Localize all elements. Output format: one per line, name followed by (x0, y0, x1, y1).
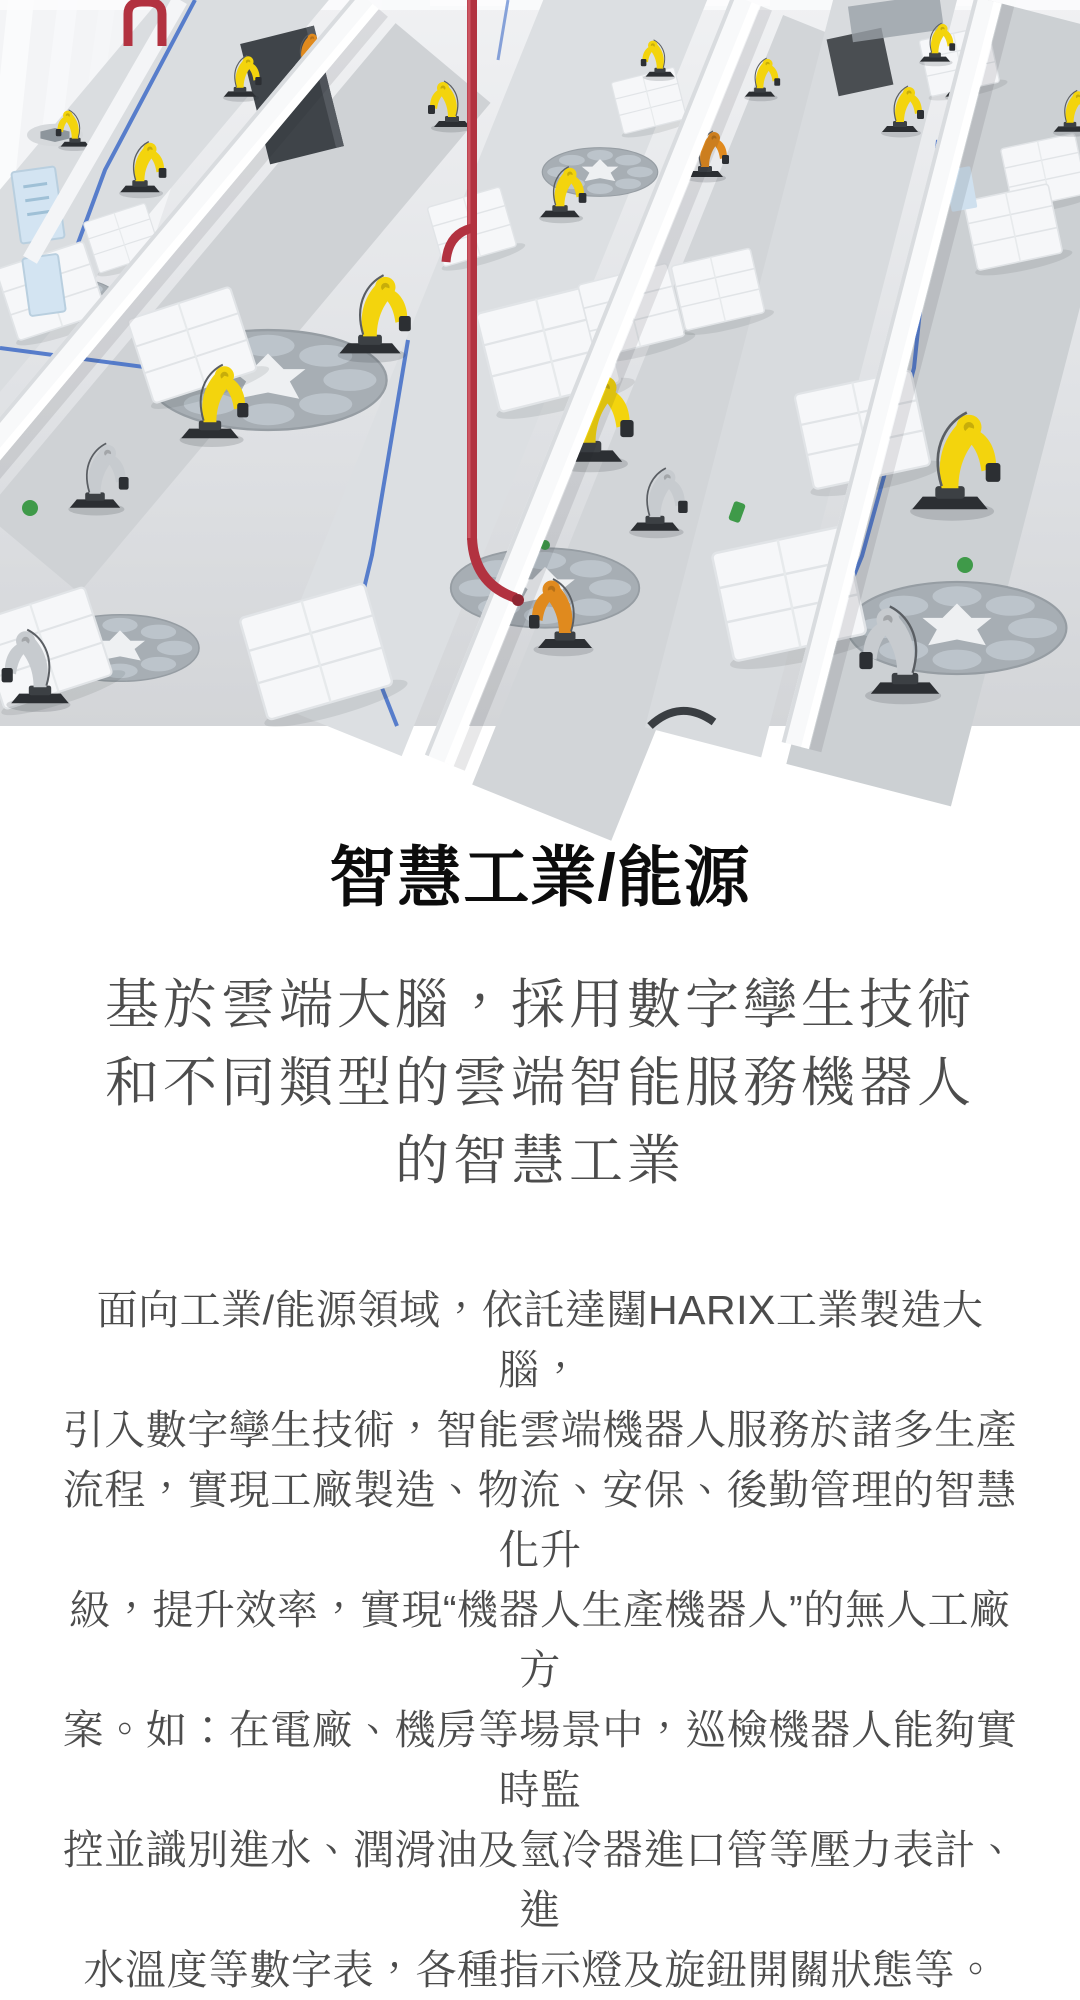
subtitle-line: 和不同類型的雲端智能服務機器人 (105, 1053, 975, 1113)
section-subtitle (40, 966, 1040, 1200)
body-line: 流程，實現工廠製造、物流、安保、後勤管理的智慧化升 (62, 1467, 1018, 1573)
subtitle-line: 基於雲端大腦，採用數字孿生技術 (105, 975, 975, 1035)
body-line: 控並識別進水、潤滑油及氫冷器進口管等壓力表計、進 (62, 1827, 1018, 1933)
body-line: 案。如：在電廠、機房等場景中，巡檢機器人能夠實時監 (62, 1707, 1018, 1813)
body-line: 級，提升效率，實現“機器人生產機器人”的無人工廠方 (69, 1587, 1011, 1693)
factory-scene (0, 0, 1080, 726)
content-section (0, 830, 1080, 2000)
subtitle-line: 的智慧工業 (395, 1131, 685, 1191)
body-line: 水溫度等數字表，各種指示燈及旋鈕開關狀態等。 (83, 1947, 997, 1993)
section-body (56, 1280, 1024, 2000)
body-line: 引入數字孿生技術，智能雲端機器人服務於諸多生產 (62, 1407, 1018, 1453)
body-line: 面向工業/能源領域，依託達闥HARIX工業製造大腦， (96, 1287, 984, 1393)
section-title: 智慧工業/能源 (329, 840, 751, 914)
hero-factory-image (0, 0, 1080, 726)
